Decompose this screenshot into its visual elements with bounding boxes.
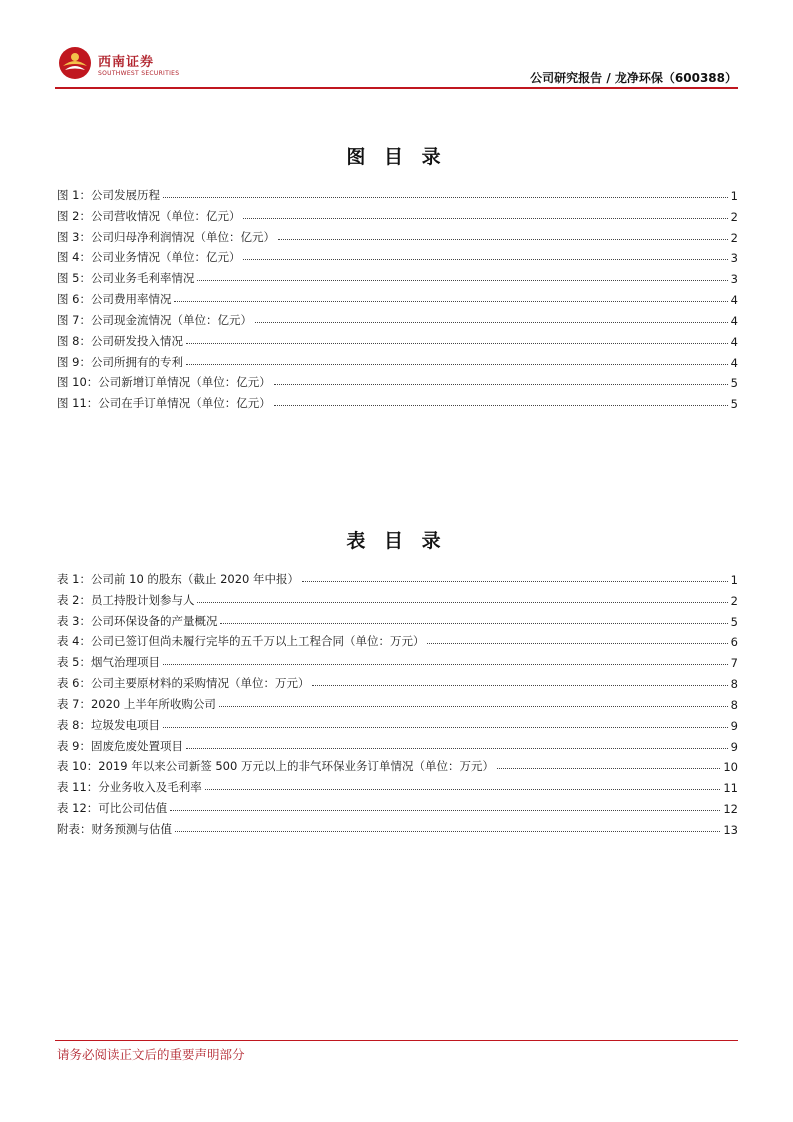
toc-entry-page-number: 2 [730, 593, 738, 608]
tables-toc-title: 表 目 录 [346, 530, 447, 552]
toc-entry-label: 表 6：公司主要原材料的采购情况（单位：万元） [57, 676, 310, 691]
toc-entry-label: 图 9：公司所拥有的专利 [57, 354, 183, 369]
southwest-securities-logo-icon [58, 46, 92, 80]
toc-leader-dots [197, 280, 727, 281]
toc-leader-dots [163, 664, 728, 665]
toc-leader-dots [186, 364, 728, 365]
toc-entry-label: 图 3：公司归母净利润情况（单位：亿元） [57, 229, 275, 244]
table-toc-entry[interactable] [57, 649, 738, 670]
toc-entry-page-number: 8 [730, 697, 738, 712]
toc-entry-label: 图 4：公司业务情况（单位：亿元） [57, 250, 241, 265]
figures-toc-list [57, 182, 738, 411]
toc-entry-page-number: 12 [723, 802, 738, 817]
toc-leader-dots [186, 343, 728, 344]
toc-entry-page-number: 2 [730, 230, 738, 245]
table-toc-entry[interactable] [57, 691, 738, 712]
toc-entry-page-number: 10 [723, 760, 738, 775]
toc-entry-page-number: 4 [730, 355, 738, 370]
toc-entry-page-number: 9 [730, 739, 738, 754]
table-toc-entry[interactable] [57, 712, 738, 733]
footer-divider [55, 1040, 738, 1041]
figure-toc-entry[interactable] [57, 203, 738, 224]
toc-entry-page-number: 4 [730, 334, 738, 349]
toc-entry-label: 表 11：分业务收入及毛利率 [57, 780, 202, 795]
toc-entry-page-number: 4 [730, 313, 738, 328]
report-header-title: 公司研究报告 / 龙净环保（600388） [530, 71, 737, 85]
table-toc-entry[interactable] [57, 670, 738, 691]
toc-entry-page-number: 9 [730, 718, 738, 733]
footer-notice: 请务必阅读正文后的重要声明部分 [57, 1047, 245, 1062]
toc-leader-dots [274, 405, 728, 406]
toc-leader-dots [219, 706, 728, 707]
toc-entry-label: 图 5：公司业务毛利率情况 [57, 271, 195, 286]
toc-leader-dots [205, 789, 721, 790]
header-divider [55, 87, 738, 89]
toc-entry-label: 图 11：公司在手订单情况（单位：亿元） [57, 396, 271, 411]
figure-toc-entry[interactable] [57, 370, 738, 391]
toc-entry-page-number: 3 [730, 272, 738, 287]
toc-entry-page-number: 3 [730, 251, 738, 266]
figure-toc-entry[interactable] [57, 224, 738, 245]
toc-entry-label: 图 1：公司发展历程 [57, 187, 160, 202]
toc-leader-dots [170, 810, 720, 811]
toc-entry-page-number: 11 [723, 781, 738, 796]
toc-leader-dots [427, 643, 727, 644]
toc-entry-label: 表 7：2020 上半年所收购公司 [57, 696, 216, 711]
toc-leader-dots [175, 831, 720, 832]
brand-name-cn: 西南证券 [98, 55, 155, 70]
table-toc-entry[interactable] [57, 795, 738, 816]
toc-entry-page-number: 13 [723, 822, 738, 837]
toc-entry-page-number: 6 [730, 635, 738, 650]
toc-entry-page-number: 1 [730, 572, 738, 587]
toc-leader-dots [163, 727, 728, 728]
table-toc-entry[interactable] [57, 629, 738, 650]
toc-entry-label: 表 8：垃圾发电项目 [57, 717, 160, 732]
toc-entry-page-number: 4 [730, 293, 738, 308]
figure-toc-entry[interactable] [57, 307, 738, 328]
table-toc-entry[interactable] [57, 816, 738, 837]
table-toc-entry[interactable] [57, 587, 738, 608]
toc-entry-label: 表 12：可比公司估值 [57, 801, 168, 816]
toc-leader-dots [174, 301, 727, 302]
toc-leader-dots [278, 239, 728, 240]
toc-entry-label: 图 8：公司研发投入情况 [57, 333, 183, 348]
toc-entry-page-number: 7 [730, 656, 738, 671]
table-toc-entry[interactable] [57, 566, 738, 587]
toc-entry-label: 图 7：公司现金流情况（单位：亿元） [57, 312, 252, 327]
toc-leader-dots [312, 685, 727, 686]
toc-entry-page-number: 1 [730, 188, 738, 203]
toc-leader-dots [302, 581, 728, 582]
toc-entry-label: 表 5：烟气治理项目 [57, 655, 160, 670]
figure-toc-entry[interactable] [57, 390, 738, 411]
figure-toc-entry[interactable] [57, 182, 738, 203]
table-toc-entry[interactable] [57, 608, 738, 629]
brand-name-en: SOUTHWEST SECURITIES [98, 70, 180, 77]
toc-entry-page-number: 5 [730, 614, 738, 629]
brand-logo [58, 46, 178, 82]
toc-leader-dots [274, 384, 728, 385]
toc-entry-label: 图 10：公司新增订单情况（单位：亿元） [57, 375, 271, 390]
figure-toc-entry[interactable] [57, 286, 738, 307]
toc-leader-dots [163, 197, 728, 198]
figure-toc-entry[interactable] [57, 245, 738, 266]
toc-entry-page-number: 5 [730, 376, 738, 391]
toc-entry-label: 图 6：公司费用率情况 [57, 292, 172, 307]
table-toc-entry[interactable] [57, 774, 738, 795]
toc-leader-dots [243, 218, 727, 219]
toc-entry-label: 表 4：公司已签订但尚未履行完毕的五千万以上工程合同（单位：万元） [57, 634, 425, 649]
toc-entry-page-number: 5 [730, 397, 738, 412]
toc-leader-dots [497, 768, 720, 769]
toc-entry-label: 表 2：员工持股计划参与人 [57, 592, 195, 607]
tables-toc-list [57, 566, 738, 837]
toc-leader-dots [197, 602, 727, 603]
toc-entry-label: 表 10：2019 年以来公司新签 500 万元以上的非气环保业务订单情况（单位：万元） [57, 759, 494, 774]
toc-leader-dots [186, 748, 728, 749]
toc-entry-label: 表 3：公司环保设备的产量概况 [57, 613, 218, 628]
toc-leader-dots [243, 259, 727, 260]
toc-leader-dots [255, 322, 728, 323]
figure-toc-entry[interactable] [57, 328, 738, 349]
toc-entry-page-number: 8 [730, 677, 738, 692]
figures-toc-title: 图 目 录 [346, 146, 447, 168]
toc-leader-dots [220, 623, 727, 624]
toc-entry-page-number: 2 [730, 209, 738, 224]
toc-entry-label: 表 1：公司前 10 的股东（截止 2020 年中报） [57, 571, 299, 586]
figure-toc-entry[interactable] [57, 265, 738, 286]
table-toc-entry[interactable] [57, 733, 738, 754]
figure-toc-entry[interactable] [57, 349, 738, 370]
toc-entry-label: 图 2：公司营收情况（单位：亿元） [57, 208, 241, 223]
toc-entry-label: 表 9：固废危废处置项目 [57, 738, 183, 753]
table-toc-entry[interactable] [57, 754, 738, 775]
toc-entry-label: 附表：财务预测与估值 [57, 821, 172, 836]
